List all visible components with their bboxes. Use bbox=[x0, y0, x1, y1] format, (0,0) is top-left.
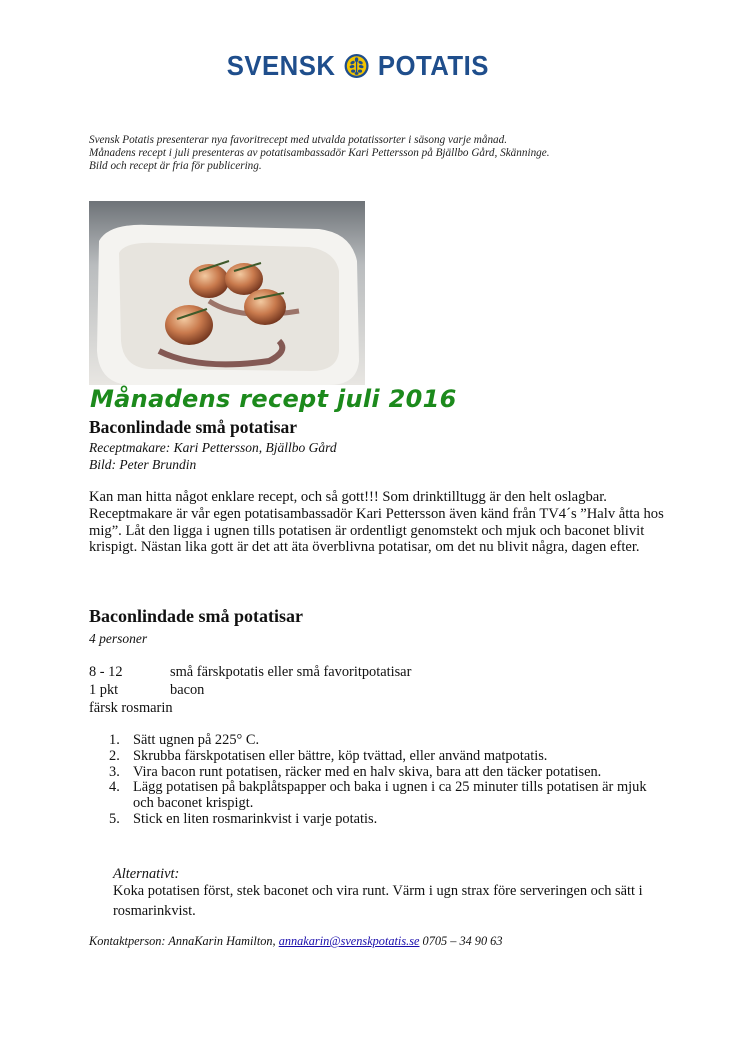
contact-label: Kontaktperson: AnnaKarin Hamilton, bbox=[89, 934, 276, 948]
recipe-maker: Receptmakare: Kari Pettersson, Bjällbo Gård bbox=[89, 440, 337, 455]
credits bbox=[89, 440, 337, 473]
logo bbox=[222, 38, 494, 94]
alternative-text: Koka potatisen först, stek baconet och vira runt. Värm i ugn strax före serveringen och sätt i rosmarinkvist. bbox=[113, 883, 643, 919]
logo-word-right: POTATIS bbox=[378, 50, 490, 81]
ingredient-row bbox=[89, 681, 411, 699]
photo-credit: Bild: Peter Brundin bbox=[89, 456, 197, 472]
potato-plant-emblem-icon bbox=[344, 44, 369, 88]
ingredient-extra: färsk rosmarin bbox=[89, 700, 173, 716]
recipe-description: Kan man hitta något enklare recept, och så gott!!! Som drinktilltugg är den helt oslagbar. Receptmakare är vår egen potatisambassadör Kari Pettersson även känd från TV4´s ”Halv åtta hos mig”. Låt den ligga i ugnen tills potatisen är ordentligt genomstekt och mjuk och baconet blivit krispigt. Nästan lika gott är det att äta överblivna potatisar, om det nu blivit några, dagen efter. bbox=[89, 489, 664, 556]
month-title: Månadens recept juli 2016 bbox=[90, 385, 457, 413]
intro-text bbox=[89, 134, 689, 173]
alternative-label: Alternativt: bbox=[113, 866, 180, 882]
ingredient-item: små färskpotatis eller små favoritpotatisar bbox=[170, 664, 412, 680]
intro-line-1: Svensk Potatis presenterar nya favoritrecept med utvalda potatissorter i säsong varje månad. bbox=[89, 134, 508, 146]
servings: 4 personer bbox=[89, 631, 148, 646]
step-item: 2. Skrubba färskpotatisen eller bättre, köp tvättad, eller använd matpotatis. bbox=[109, 747, 548, 764]
ingredients-heading: Baconlindade små potatisar bbox=[89, 606, 304, 626]
contact-phone: 0705 – 34 90 63 bbox=[422, 934, 503, 948]
step-item: 5. Stick en liten rosmarinkvist i varje potatis. bbox=[109, 810, 378, 827]
step-item: 3. Vira bacon runt potatisen, räcker med en halv skiva, bara att den täcker potatisen. bbox=[109, 763, 602, 780]
steps-list bbox=[89, 733, 649, 828]
recipe-title: Baconlindade små potatisar bbox=[89, 417, 298, 437]
recipe-photo bbox=[89, 201, 365, 385]
ingredient-list bbox=[89, 663, 411, 717]
ingredient-item: bacon bbox=[170, 682, 205, 698]
ingredient-qty: 8 - 12 bbox=[89, 664, 123, 680]
step-item: 4. Lägg potatisen på bakplåtspapper och baka i ugnen i ca 25 minuter tills potatisen är mjuk och baconet krispigt. bbox=[109, 779, 647, 812]
intro-line-2: Månadens recept i juli presenteras av potatisambassadör Kari Pettersson på Bjällbo Gård, Skänninge. bbox=[89, 147, 550, 159]
intro-line-3: Bild och recept är fria för publicering. bbox=[89, 160, 262, 172]
logo-word-left: SVENSK bbox=[226, 50, 336, 81]
contact-email-link[interactable]: annakarin@svenskpotatis.se bbox=[278, 934, 420, 948]
step-item: 1. Sätt ugnen på 225° C. bbox=[109, 732, 260, 748]
ingredient-row bbox=[89, 663, 411, 681]
contact-line bbox=[89, 934, 502, 949]
ingredient-qty: 1 pkt bbox=[89, 682, 119, 698]
